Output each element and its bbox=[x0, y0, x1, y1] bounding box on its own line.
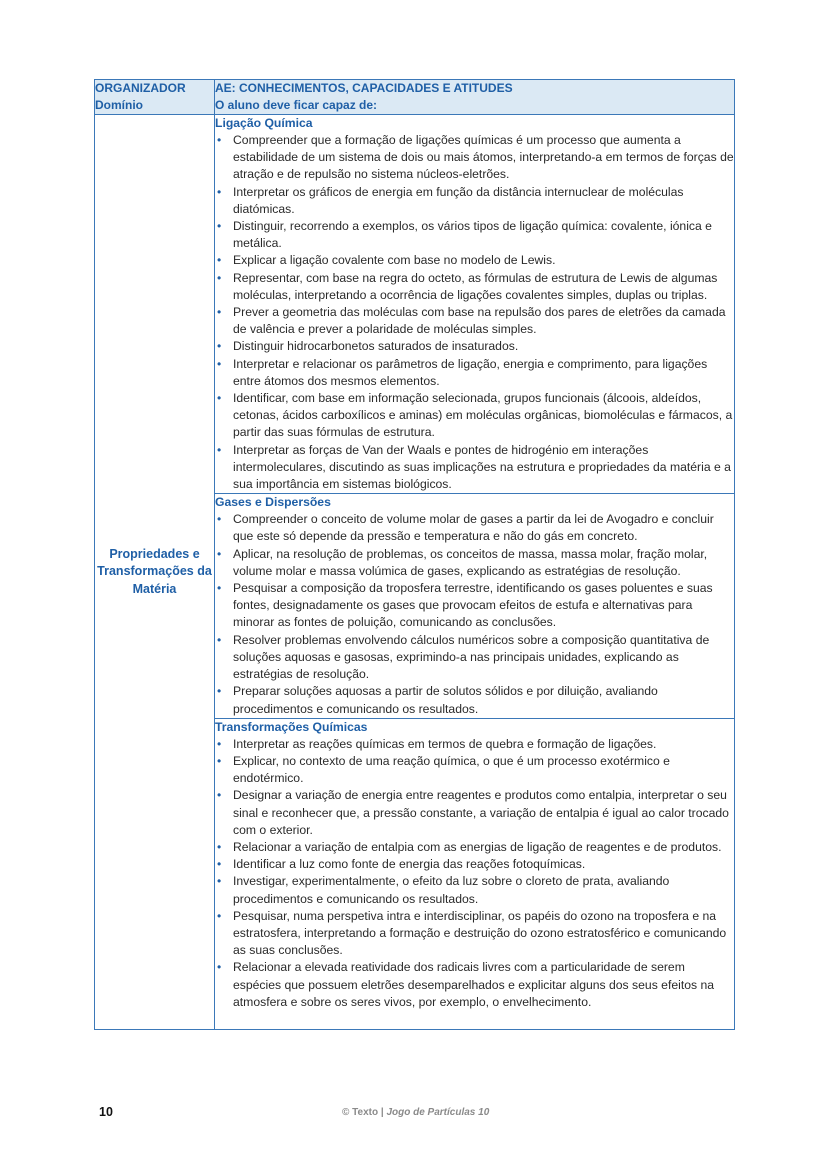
list-item: • Pesquisar, numa perspetiva intra e interdisciplinar, os papéis do ozono na troposfera e na estratosfera, interpretando a formação e destruição do ozono estratosférico e comunicando as suas conclusões. bbox=[215, 908, 734, 960]
cell-bottom-padding bbox=[215, 1011, 734, 1029]
list-item: • Investigar, experimentalmente, o efeito da luz sobre o cloreto de prata, avaliando procedimentos e comunicando os resultados. bbox=[215, 873, 734, 907]
list-item: • Explicar a ligação covalente com base no modelo de Lewis. bbox=[215, 252, 734, 269]
list-item: • Representar, com base na regra do octeto, as fórmulas de estrutura de Lewis de algumas moléculas, interpretando a ocorrência de ligações covalentes simples, duplas ou triplas. bbox=[215, 270, 734, 304]
domain-label: Propriedades e Transformações da Matéria bbox=[97, 546, 212, 596]
header-ae-label: AE: CONHECIMENTOS, CAPACIDADES E ATITUDES bbox=[215, 81, 513, 95]
curriculum-table bbox=[94, 79, 735, 1030]
list-item: • Identificar a luz como fonte de energia das reações fotoquímicas. bbox=[215, 856, 734, 873]
list-item: • Compreender o conceito de volume molar de gases a partir da lei de Avogadro e concluir que este só depende da pressão e temperatura e não do gás em concreto. bbox=[215, 511, 734, 545]
header-organizer-label: ORGANIZADOR bbox=[95, 81, 186, 95]
section-ligacao-quimica bbox=[215, 115, 735, 494]
header-domain-label: Domínio bbox=[95, 98, 143, 112]
section-transformacoes-quimicas bbox=[215, 718, 735, 1029]
section-title: Gases e Dispersões bbox=[215, 495, 331, 510]
list-item: • Preparar soluções aquosas a partir de solutos sólidos e por diluição, avaliando procedimentos e comunicando os resultados. bbox=[215, 683, 734, 717]
list-item: • Resolver problemas envolvendo cálculos numéricos sobre a composição quantitativa de soluções aquosas e gasosas, exprimindo-a nas principais unidades, explicando as estratégias de resolução. bbox=[215, 632, 734, 684]
list-item: • Explicar, no contexto de uma reação química, o que é um processo exotérmico e endotérmico. bbox=[215, 753, 734, 787]
header-subtitle: O aluno deve ficar capaz de: bbox=[215, 98, 378, 112]
section-gases-dispersoes bbox=[215, 494, 735, 718]
section-items bbox=[215, 736, 734, 1011]
list-item: • Relacionar a variação de entalpia com as energias de ligação de reagentes e de produtos. bbox=[215, 839, 734, 856]
section-items bbox=[215, 132, 734, 493]
section-title: Ligação Química bbox=[215, 116, 313, 130]
list-item: • Aplicar, na resolução de problemas, os conceitos de massa, massa molar, fração molar, volume molar e massa volúmica de gases, explicando as estratégias de resolução. bbox=[215, 546, 734, 580]
header-organizer-cell bbox=[95, 80, 215, 115]
list-item: • Designar a variação de energia entre reagentes e produtos como entalpia, interpretar o seu sinal e reconhecer que, a pressão constante, a variação de entalpia é igual ao calor trocado com o exterior. bbox=[215, 787, 734, 839]
list-item: • Identificar, com base em informação selecionada, grupos funcionais (álcoois, aldeídos, cetonas, ácidos carboxílicos e aminas) em moléculas orgânicas, biomoléculas e fármacos, a partir das suas fórmulas de estrutura. bbox=[215, 390, 734, 442]
list-item: • Interpretar as reações químicas em termos de quebra e formação de ligações. bbox=[215, 736, 734, 753]
section-items bbox=[215, 511, 734, 717]
list-item: • Interpretar os gráficos de energia em função da distância internuclear de moléculas diatómicas. bbox=[215, 184, 734, 218]
credit-prefix: © Texto | bbox=[342, 1107, 387, 1118]
list-item: • Prever a geometria das moléculas com base na repulsão dos pares de eletrões da camada de valência e prever a polaridade de moléculas simples. bbox=[215, 304, 734, 338]
header-ae-cell bbox=[215, 80, 735, 115]
list-item: • Distinguir hidrocarbonetos saturados de insaturados. bbox=[215, 338, 734, 355]
list-item: • Distinguir, recorrendo a exemplos, os vários tipos de ligação química: covalente, iónica e metálica. bbox=[215, 218, 734, 252]
table-header-row bbox=[95, 80, 735, 115]
page-number: 10 bbox=[99, 1105, 113, 1119]
domain-cell bbox=[95, 115, 215, 1030]
list-item: • Compreender que a formação de ligações químicas é um processo que aumenta a estabilidade de um sistema de dois ou mais átomos, interpretando-a em termos de forças de atração e de repulsão no sistema núcleos-eletrões. bbox=[215, 132, 734, 184]
footer-credit bbox=[342, 1107, 489, 1118]
list-item: • Interpretar e relacionar os parâmetros de ligação, energia e comprimento, para ligações entre átomos dos mesmos elementos. bbox=[215, 356, 734, 390]
section-row-ligacao bbox=[95, 115, 735, 494]
book-title: Jogo de Partículas 10 bbox=[386, 1107, 490, 1118]
list-item: • Interpretar as forças de Van der Waals e pontes de hidrogénio em interações intermoleculares, discutindo as suas implicações na estrutura e propriedades da matéria e a sua importância em sistemas biológicos. bbox=[215, 442, 734, 494]
list-item: • Pesquisar a composição da troposfera terrestre, identificando os gases poluentes e suas fontes, designadamente os gases que provocam efeitos de estufa e alternativas para minorar as fontes de poluição, comunicando as conclusões. bbox=[215, 580, 734, 632]
section-title: Transformações Químicas bbox=[215, 719, 368, 734]
list-item: • Relacionar a elevada reatividade dos radicais livres com a particularidade de serem espécies que possuem eletrões desemparelhados e explicitar alguns dos seus efeitos na atmosfera e sobre os seres vivos, por exemplo, o envelhecimento. bbox=[215, 959, 734, 1011]
